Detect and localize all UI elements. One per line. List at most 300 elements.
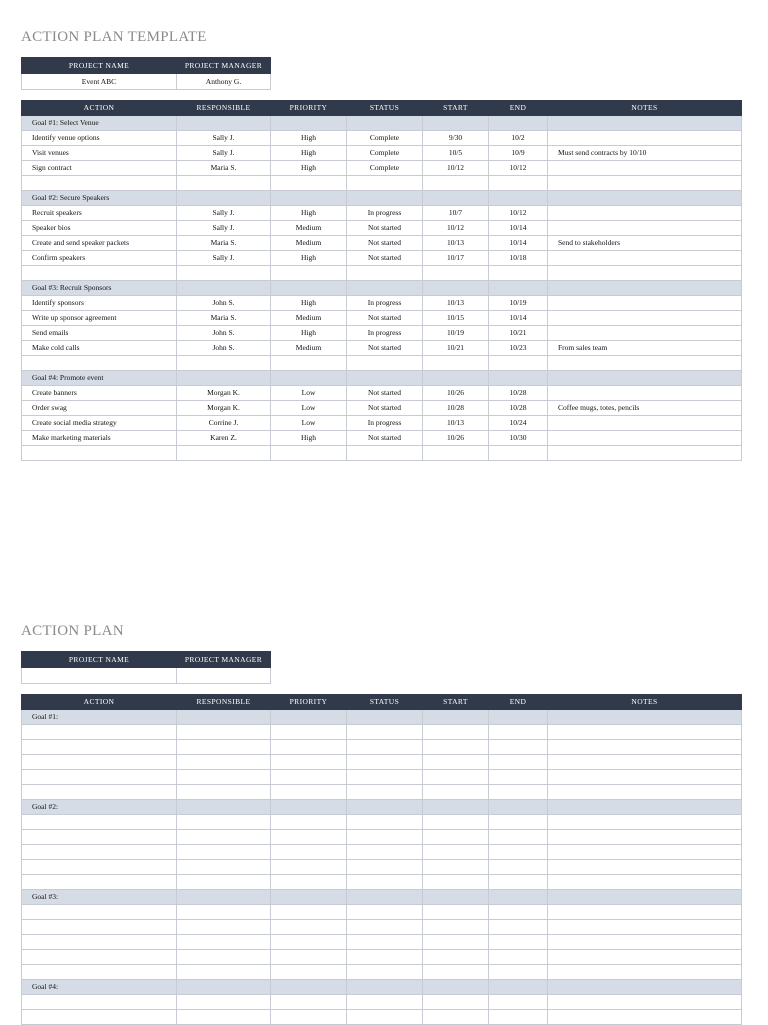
cell-status[interactable]: Not started xyxy=(347,401,423,416)
table-row xyxy=(22,755,742,770)
cell-responsible[interactable] xyxy=(177,755,271,770)
cell-status[interactable] xyxy=(347,905,423,920)
cell-responsible[interactable] xyxy=(177,356,271,371)
cell-responsible[interactable] xyxy=(177,860,271,875)
column-header-action: ACTION xyxy=(22,695,177,710)
cell-end[interactable]: 10/14 xyxy=(489,221,548,236)
goal-cell-end xyxy=(489,281,548,296)
cell-action[interactable] xyxy=(22,935,177,950)
cell-action[interactable]: Write up sponsor agreement xyxy=(22,311,177,326)
cell-responsible[interactable]: Karen Z. xyxy=(177,431,271,446)
cell-notes[interactable]: Coffee mugs, totes, pencils xyxy=(548,401,742,416)
cell-start[interactable]: 10/17 xyxy=(423,251,489,266)
cell-end[interactable] xyxy=(489,740,548,755)
cell-action[interactable]: Sign contract xyxy=(22,161,177,176)
goal-cell-end xyxy=(489,116,548,131)
project-name-cell[interactable]: Event ABC xyxy=(22,74,177,90)
cell-start[interactable]: 10/7 xyxy=(423,206,489,221)
goal-row xyxy=(22,890,742,905)
goal-cell-priority xyxy=(271,371,347,386)
table-row xyxy=(22,161,742,176)
table-row xyxy=(22,1010,742,1025)
goal-cell-notes xyxy=(548,116,742,131)
table-row xyxy=(22,236,742,251)
cell-start[interactable] xyxy=(423,950,489,965)
cell-status[interactable]: Not started xyxy=(347,221,423,236)
table-row xyxy=(22,341,742,356)
goal-cell-responsible xyxy=(177,116,271,131)
cell-responsible[interactable] xyxy=(177,965,271,980)
cell-start[interactable] xyxy=(423,356,489,371)
cell-action[interactable] xyxy=(22,266,177,281)
goal-cell-end xyxy=(489,371,548,386)
cell-status[interactable]: In progress xyxy=(347,416,423,431)
cell-priority[interactable]: High xyxy=(271,146,347,161)
cell-end[interactable]: 10/12 xyxy=(489,161,548,176)
cell-start[interactable] xyxy=(423,920,489,935)
cell-notes[interactable] xyxy=(548,1010,742,1025)
cell-action[interactable] xyxy=(22,770,177,785)
cell-notes[interactable] xyxy=(548,905,742,920)
cell-priority[interactable]: High xyxy=(271,206,347,221)
cell-start[interactable] xyxy=(423,785,489,800)
cell-start[interactable] xyxy=(423,770,489,785)
cell-action[interactable] xyxy=(22,1010,177,1025)
goal-label: Goal #1: Select Venue xyxy=(22,116,177,131)
cell-notes[interactable] xyxy=(548,770,742,785)
goal-label: Goal #4: xyxy=(22,980,177,995)
cell-status[interactable] xyxy=(347,815,423,830)
cell-action[interactable]: Order swag xyxy=(22,401,177,416)
cell-start[interactable]: 10/26 xyxy=(423,386,489,401)
goal-label: Goal #2: Secure Speakers xyxy=(22,191,177,206)
cell-action[interactable] xyxy=(22,995,177,1010)
cell-status[interactable] xyxy=(347,740,423,755)
cell-start[interactable] xyxy=(423,446,489,461)
cell-status[interactable]: In progress xyxy=(347,326,423,341)
cell-action[interactable] xyxy=(22,815,177,830)
cell-responsible[interactable]: Sally J. xyxy=(177,221,271,236)
cell-end[interactable] xyxy=(489,176,548,191)
cell-start[interactable] xyxy=(423,725,489,740)
cell-notes[interactable] xyxy=(548,740,742,755)
cell-priority[interactable] xyxy=(271,935,347,950)
cell-priority[interactable]: High xyxy=(271,161,347,176)
cell-priority[interactable] xyxy=(271,1010,347,1025)
cell-end[interactable] xyxy=(489,950,548,965)
cell-action[interactable] xyxy=(22,830,177,845)
cell-action[interactable] xyxy=(22,755,177,770)
table-row xyxy=(22,266,742,281)
cell-notes[interactable] xyxy=(548,446,742,461)
goal-cell-notes xyxy=(548,191,742,206)
cell-start[interactable] xyxy=(423,740,489,755)
cell-responsible[interactable] xyxy=(177,1010,271,1025)
cell-priority[interactable] xyxy=(271,755,347,770)
cell-responsible[interactable]: John S. xyxy=(177,326,271,341)
cell-end[interactable] xyxy=(489,905,548,920)
cell-status[interactable] xyxy=(347,356,423,371)
cell-end[interactable]: 10/9 xyxy=(489,146,548,161)
cell-responsible[interactable] xyxy=(177,740,271,755)
cell-notes[interactable] xyxy=(548,755,742,770)
cell-priority[interactable] xyxy=(271,176,347,191)
cell-notes[interactable] xyxy=(548,995,742,1010)
cell-start[interactable]: 10/13 xyxy=(423,296,489,311)
cell-priority[interactable]: Medium xyxy=(271,236,347,251)
cell-responsible[interactable] xyxy=(177,920,271,935)
goal-cell-status xyxy=(347,116,423,131)
cell-start[interactable] xyxy=(423,1010,489,1025)
column-header-end: END xyxy=(489,695,548,710)
column-header-notes: NOTES xyxy=(548,695,742,710)
cell-responsible[interactable] xyxy=(177,950,271,965)
cell-end[interactable] xyxy=(489,266,548,281)
cell-end[interactable] xyxy=(489,830,548,845)
cell-action[interactable] xyxy=(22,845,177,860)
cell-status[interactable] xyxy=(347,770,423,785)
cell-responsible[interactable] xyxy=(177,830,271,845)
cell-priority[interactable] xyxy=(271,845,347,860)
cell-status[interactable]: Complete xyxy=(347,146,423,161)
cell-priority[interactable] xyxy=(271,446,347,461)
cell-end[interactable]: 10/14 xyxy=(489,311,548,326)
cell-end[interactable] xyxy=(489,770,548,785)
cell-action[interactable]: Confirm speakers xyxy=(22,251,177,266)
cell-status[interactable] xyxy=(347,935,423,950)
cell-action[interactable]: Speaker bios xyxy=(22,221,177,236)
cell-action[interactable]: Identify venue options xyxy=(22,131,177,146)
cell-action[interactable] xyxy=(22,905,177,920)
cell-notes[interactable] xyxy=(548,131,742,146)
cell-priority[interactable] xyxy=(271,830,347,845)
cell-status[interactable]: Not started xyxy=(347,341,423,356)
cell-responsible[interactable] xyxy=(177,845,271,860)
cell-priority[interactable]: High xyxy=(271,296,347,311)
cell-status[interactable] xyxy=(347,845,423,860)
cell-priority[interactable]: High xyxy=(271,431,347,446)
cell-priority[interactable] xyxy=(271,950,347,965)
cell-status[interactable]: In progress xyxy=(347,206,423,221)
cell-end[interactable] xyxy=(489,920,548,935)
project-name-cell[interactable] xyxy=(22,668,177,684)
cell-start[interactable]: 10/15 xyxy=(423,311,489,326)
cell-status[interactable]: Not started xyxy=(347,386,423,401)
cell-responsible[interactable] xyxy=(177,815,271,830)
table-row xyxy=(22,740,742,755)
cell-notes[interactable] xyxy=(548,161,742,176)
cell-end[interactable]: 10/24 xyxy=(489,416,548,431)
cell-responsible[interactable] xyxy=(177,266,271,281)
goal-label: Goal #3: xyxy=(22,890,177,905)
cell-responsible[interactable] xyxy=(177,935,271,950)
cell-priority[interactable] xyxy=(271,740,347,755)
cell-notes[interactable] xyxy=(548,386,742,401)
goal-cell-responsible xyxy=(177,371,271,386)
cell-action[interactable]: Make marketing materials xyxy=(22,431,177,446)
cell-end[interactable] xyxy=(489,446,548,461)
cell-end[interactable]: 10/23 xyxy=(489,341,548,356)
cell-responsible[interactable] xyxy=(177,785,271,800)
cell-status[interactable] xyxy=(347,995,423,1010)
table-row xyxy=(22,386,742,401)
header-row xyxy=(22,101,742,116)
cell-end[interactable] xyxy=(489,845,548,860)
cell-start[interactable]: 10/21 xyxy=(423,341,489,356)
table-row xyxy=(22,935,742,950)
cell-responsible[interactable]: Sally J. xyxy=(177,251,271,266)
cell-notes[interactable] xyxy=(548,296,742,311)
cell-action[interactable] xyxy=(22,785,177,800)
cell-status[interactable] xyxy=(347,1010,423,1025)
cell-action[interactable] xyxy=(22,356,177,371)
cell-action[interactable] xyxy=(22,860,177,875)
cell-notes[interactable] xyxy=(548,326,742,341)
cell-priority[interactable]: High xyxy=(271,326,347,341)
cell-end[interactable] xyxy=(489,815,548,830)
cell-action[interactable] xyxy=(22,176,177,191)
cell-end[interactable]: 10/2 xyxy=(489,131,548,146)
cell-action[interactable] xyxy=(22,965,177,980)
table-row xyxy=(22,725,742,740)
cell-end[interactable] xyxy=(489,995,548,1010)
cell-start[interactable] xyxy=(423,905,489,920)
cell-priority[interactable]: Low xyxy=(271,401,347,416)
cell-priority[interactable] xyxy=(271,356,347,371)
goal-cell-notes xyxy=(548,281,742,296)
cell-notes[interactable] xyxy=(548,266,742,281)
cell-priority[interactable] xyxy=(271,815,347,830)
cell-start[interactable]: 10/12 xyxy=(423,161,489,176)
cell-responsible[interactable] xyxy=(177,446,271,461)
cell-notes[interactable]: Must send contracts by 10/10 xyxy=(548,146,742,161)
cell-responsible[interactable] xyxy=(177,875,271,890)
cell-status[interactable] xyxy=(347,725,423,740)
cell-priority[interactable]: Low xyxy=(271,416,347,431)
cell-action[interactable] xyxy=(22,875,177,890)
cell-notes[interactable] xyxy=(548,935,742,950)
column-header-priority: PRIORITY xyxy=(271,695,347,710)
cell-priority[interactable] xyxy=(271,965,347,980)
table-row xyxy=(22,146,742,161)
cell-responsible[interactable]: Maria S. xyxy=(177,161,271,176)
cell-end[interactable]: 10/28 xyxy=(489,401,548,416)
cell-priority[interactable]: High xyxy=(271,251,347,266)
goal-cell-notes xyxy=(548,710,742,725)
cell-priority[interactable] xyxy=(271,785,347,800)
cell-priority[interactable] xyxy=(271,995,347,1010)
cell-start[interactable]: 10/13 xyxy=(423,236,489,251)
cell-start[interactable] xyxy=(423,176,489,191)
cell-start[interactable] xyxy=(423,830,489,845)
cell-responsible[interactable] xyxy=(177,725,271,740)
cell-priority[interactable]: Low xyxy=(271,386,347,401)
project-manager-cell[interactable]: Anthony G. xyxy=(177,74,271,90)
cell-end[interactable] xyxy=(489,860,548,875)
cell-status[interactable] xyxy=(347,860,423,875)
cell-start[interactable]: 10/26 xyxy=(423,431,489,446)
cell-notes[interactable] xyxy=(548,860,742,875)
cell-notes[interactable] xyxy=(548,311,742,326)
table-row xyxy=(22,875,742,890)
cell-end[interactable]: 10/14 xyxy=(489,236,548,251)
cell-action[interactable]: Identify sponsors xyxy=(22,296,177,311)
cell-end[interactable] xyxy=(489,755,548,770)
cell-responsible[interactable]: Corrine J. xyxy=(177,416,271,431)
cell-notes[interactable] xyxy=(548,950,742,965)
cell-notes[interactable] xyxy=(548,431,742,446)
cell-responsible[interactable]: Sally J. xyxy=(177,131,271,146)
cell-status[interactable] xyxy=(347,965,423,980)
cell-status[interactable] xyxy=(347,266,423,281)
cell-responsible[interactable]: Maria S. xyxy=(177,236,271,251)
cell-start[interactable] xyxy=(423,860,489,875)
cell-responsible[interactable] xyxy=(177,176,271,191)
project-manager-cell[interactable] xyxy=(177,668,271,684)
cell-start[interactable] xyxy=(423,875,489,890)
cell-notes[interactable] xyxy=(548,815,742,830)
cell-status[interactable] xyxy=(347,176,423,191)
cell-responsible[interactable] xyxy=(177,905,271,920)
cell-start[interactable]: 9/30 xyxy=(423,131,489,146)
cell-action[interactable]: Send emails xyxy=(22,326,177,341)
cell-responsible[interactable]: Morgan K. xyxy=(177,386,271,401)
cell-action[interactable] xyxy=(22,725,177,740)
cell-notes[interactable] xyxy=(548,965,742,980)
cell-start[interactable]: 10/28 xyxy=(423,401,489,416)
cell-notes[interactable] xyxy=(548,785,742,800)
cell-responsible[interactable]: Sally J. xyxy=(177,206,271,221)
cell-status[interactable]: Complete xyxy=(347,131,423,146)
cell-priority[interactable]: Medium xyxy=(271,341,347,356)
blank-project-table xyxy=(21,651,271,684)
cell-start[interactable]: 10/5 xyxy=(423,146,489,161)
cell-status[interactable] xyxy=(347,755,423,770)
cell-notes[interactable] xyxy=(548,845,742,860)
cell-notes[interactable] xyxy=(548,416,742,431)
cell-start[interactable] xyxy=(423,965,489,980)
cell-notes[interactable] xyxy=(548,830,742,845)
goal-cell-priority xyxy=(271,710,347,725)
cell-notes[interactable] xyxy=(548,920,742,935)
cell-responsible[interactable] xyxy=(177,995,271,1010)
cell-notes[interactable] xyxy=(548,176,742,191)
cell-responsible[interactable] xyxy=(177,770,271,785)
goal-row xyxy=(22,281,742,296)
cell-end[interactable]: 10/12 xyxy=(489,206,548,221)
cell-priority[interactable]: High xyxy=(271,131,347,146)
cell-notes[interactable]: Send to stakeholders xyxy=(548,236,742,251)
goal-cell-status xyxy=(347,191,423,206)
cell-action[interactable]: Create social media strategy xyxy=(22,416,177,431)
cell-notes[interactable]: From sales team xyxy=(548,341,742,356)
cell-responsible[interactable]: Sally J. xyxy=(177,146,271,161)
cell-start[interactable]: 10/12 xyxy=(423,221,489,236)
cell-status[interactable] xyxy=(347,920,423,935)
cell-priority[interactable] xyxy=(271,860,347,875)
cell-notes[interactable] xyxy=(548,356,742,371)
cell-end[interactable] xyxy=(489,356,548,371)
cell-end[interactable]: 10/21 xyxy=(489,326,548,341)
cell-priority[interactable] xyxy=(271,905,347,920)
cell-status[interactable]: Not started xyxy=(347,431,423,446)
cell-action[interactable]: Create and send speaker packets xyxy=(22,236,177,251)
cell-status[interactable] xyxy=(347,785,423,800)
cell-notes[interactable] xyxy=(548,725,742,740)
cell-notes[interactable] xyxy=(548,221,742,236)
cell-priority[interactable]: Medium xyxy=(271,221,347,236)
cell-action[interactable]: Create banners xyxy=(22,386,177,401)
cell-end[interactable]: 10/18 xyxy=(489,251,548,266)
cell-end[interactable] xyxy=(489,935,548,950)
cell-priority[interactable] xyxy=(271,875,347,890)
table-row xyxy=(22,995,742,1010)
cell-action[interactable]: Make cold calls xyxy=(22,341,177,356)
cell-responsible[interactable]: John S. xyxy=(177,341,271,356)
cell-status[interactable]: Not started xyxy=(347,251,423,266)
cell-start[interactable] xyxy=(423,845,489,860)
cell-priority[interactable] xyxy=(271,770,347,785)
cell-notes[interactable] xyxy=(548,251,742,266)
cell-priority[interactable] xyxy=(271,725,347,740)
goal-cell-status xyxy=(347,710,423,725)
cell-action[interactable] xyxy=(22,446,177,461)
cell-responsible[interactable]: Maria S. xyxy=(177,311,271,326)
cell-start[interactable] xyxy=(423,266,489,281)
cell-end[interactable]: 10/28 xyxy=(489,386,548,401)
cell-responsible[interactable]: John S. xyxy=(177,296,271,311)
cell-notes[interactable] xyxy=(548,206,742,221)
goal-cell-responsible xyxy=(177,800,271,815)
cell-end[interactable] xyxy=(489,1010,548,1025)
cell-action[interactable]: Visit venues xyxy=(22,146,177,161)
cell-end[interactable] xyxy=(489,875,548,890)
cell-action[interactable] xyxy=(22,920,177,935)
column-header-action: ACTION xyxy=(22,101,177,116)
cell-priority[interactable]: Medium xyxy=(271,311,347,326)
cell-start[interactable] xyxy=(423,995,489,1010)
cell-action[interactable] xyxy=(22,740,177,755)
project-name-header: PROJECT NAME xyxy=(22,652,177,668)
cell-priority[interactable] xyxy=(271,266,347,281)
cell-start[interactable]: 10/13 xyxy=(423,416,489,431)
cell-status[interactable] xyxy=(347,830,423,845)
cell-status[interactable]: Complete xyxy=(347,161,423,176)
cell-end[interactable] xyxy=(489,725,548,740)
cell-responsible[interactable]: Morgan K. xyxy=(177,401,271,416)
cell-end[interactable] xyxy=(489,785,548,800)
cell-status[interactable]: Not started xyxy=(347,236,423,251)
cell-action[interactable] xyxy=(22,950,177,965)
cell-end[interactable] xyxy=(489,965,548,980)
goal-cell-end xyxy=(489,191,548,206)
cell-start[interactable]: 10/19 xyxy=(423,326,489,341)
cell-action[interactable]: Recruit speakers xyxy=(22,206,177,221)
cell-status[interactable]: In progress xyxy=(347,296,423,311)
cell-start[interactable] xyxy=(423,815,489,830)
cell-priority[interactable] xyxy=(271,920,347,935)
project-manager-header: PROJECT MANAGER xyxy=(177,652,271,668)
cell-end[interactable]: 10/30 xyxy=(489,431,548,446)
cell-status[interactable] xyxy=(347,875,423,890)
cell-status[interactable]: Not started xyxy=(347,311,423,326)
cell-status[interactable] xyxy=(347,446,423,461)
cell-end[interactable]: 10/19 xyxy=(489,296,548,311)
cell-notes[interactable] xyxy=(548,875,742,890)
cell-start[interactable] xyxy=(423,935,489,950)
cell-start[interactable] xyxy=(423,755,489,770)
cell-status[interactable] xyxy=(347,950,423,965)
